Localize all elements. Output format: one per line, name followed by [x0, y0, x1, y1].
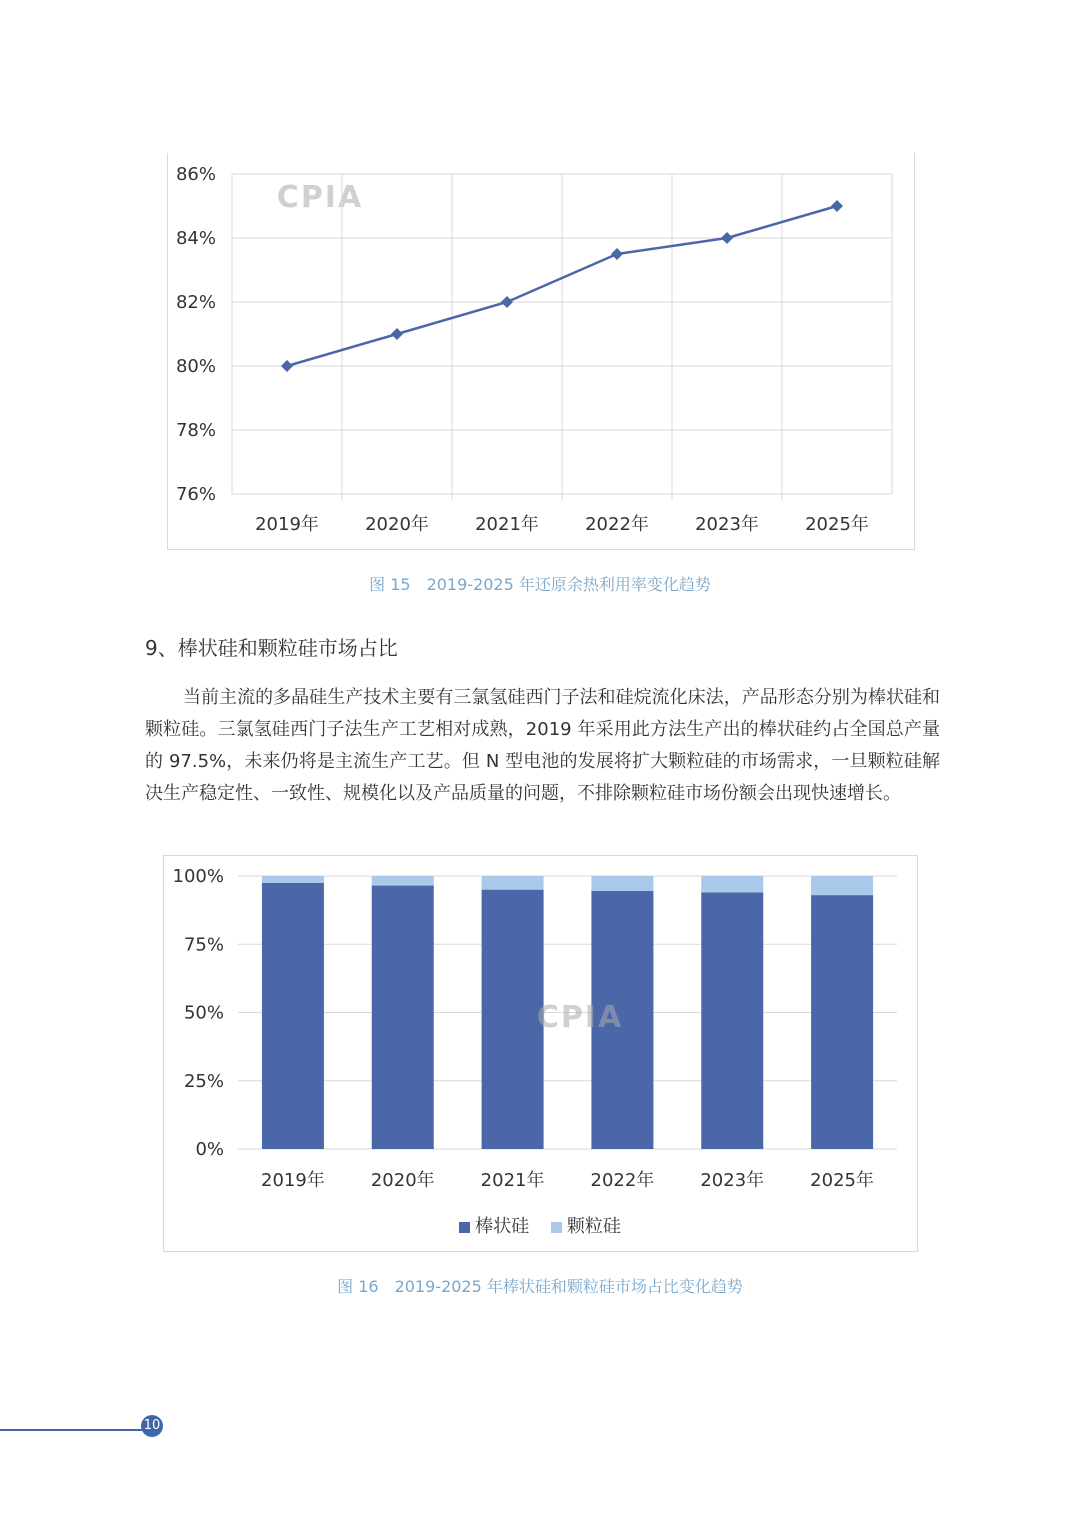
x-tick-label: 2023年 [700, 1170, 765, 1191]
y-tick-label: 80% [175, 356, 216, 377]
y-tick-label: 25% [183, 1070, 224, 1092]
x-tick-label: 2025年 [810, 1170, 874, 1191]
figure-16-caption: 图 16 2019-2025 年棒状硅和颗粒硅市场占比变化趋势 [337, 1277, 743, 1296]
x-tick-label: 2020年 [365, 514, 429, 535]
x-tick-label: 2021年 [480, 1170, 545, 1191]
x-tick-label: 2019年 [261, 1170, 325, 1191]
y-tick-label: 86% [175, 164, 216, 185]
y-tick-label: 84% [175, 228, 216, 249]
legend-swatch-series1 [459, 1222, 470, 1233]
legend-swatch-series2 [551, 1222, 562, 1233]
legend-label-series2: 颗粒硅 [566, 1216, 621, 1237]
x-tick-label: 2020年 [370, 1170, 435, 1191]
watermark-logo-text-2: CPIA [536, 1000, 624, 1035]
section-paragraph: 当前主流的多晶硅生产技术主要有三氯氢硅西门子法和硅烷流化床法，产品形态分别为棒状硅和颗粒硅。三氯氢硅西门子法生产工艺相对成熟，2019 年采用此方法生产出的棒状硅约占全国总产量的 97.5%，未来仍将是主流生产工艺。但 N 型电池的发展将扩大颗粒硅的市场需求，一旦颗粒硅解决生产稳定性、一致性、规模化以及产品质量的问题，不排除颗粒硅市场份额会出现快速增长。 [145, 687, 940, 804]
legend-label-series1: 棒状硅 [475, 1216, 530, 1237]
x-tick-label: 2022年 [590, 1170, 655, 1191]
chart2-legend [0, 1212, 1080, 1238]
bar-segment [811, 876, 873, 895]
y-tick-label: 100% [172, 866, 224, 887]
x-tick-label: 2025年 [805, 514, 869, 535]
watermark-logo-text: CPIA [276, 180, 364, 215]
x-tick-label: 2021年 [475, 514, 539, 535]
watermark-logo-2 [515, 1000, 645, 1035]
footer-line [0, 1429, 142, 1431]
y-tick-label: 82% [175, 292, 216, 313]
x-tick-label: 2023年 [695, 514, 759, 535]
bar-segment [372, 876, 434, 886]
legend-item-series1 [459, 1212, 529, 1238]
y-tick-label: 75% [183, 934, 224, 956]
legend-item-series2 [551, 1212, 621, 1238]
bar-segment [482, 876, 544, 890]
bar-segment [811, 895, 873, 1149]
x-tick-label: 2019年 [255, 514, 319, 535]
bar-segment [262, 883, 324, 1149]
bar-segment [701, 876, 763, 892]
x-tick-label: 2022年 [585, 514, 649, 535]
bar-segment [262, 876, 324, 883]
page-number: 10 [141, 1415, 163, 1437]
figure-15-caption: 图 15 2019-2025 年还原余热利用率变化趋势 [369, 575, 711, 594]
y-tick-label: 76% [175, 484, 216, 505]
bar-segment [372, 886, 434, 1149]
y-tick-label: 78% [175, 420, 216, 441]
y-tick-label: 0% [195, 1139, 224, 1160]
bar-segment [701, 892, 763, 1149]
section-heading: 9、棒状硅和颗粒硅市场占比 [145, 636, 398, 660]
bar-segment [591, 876, 653, 891]
y-tick-label: 50% [183, 1002, 224, 1024]
